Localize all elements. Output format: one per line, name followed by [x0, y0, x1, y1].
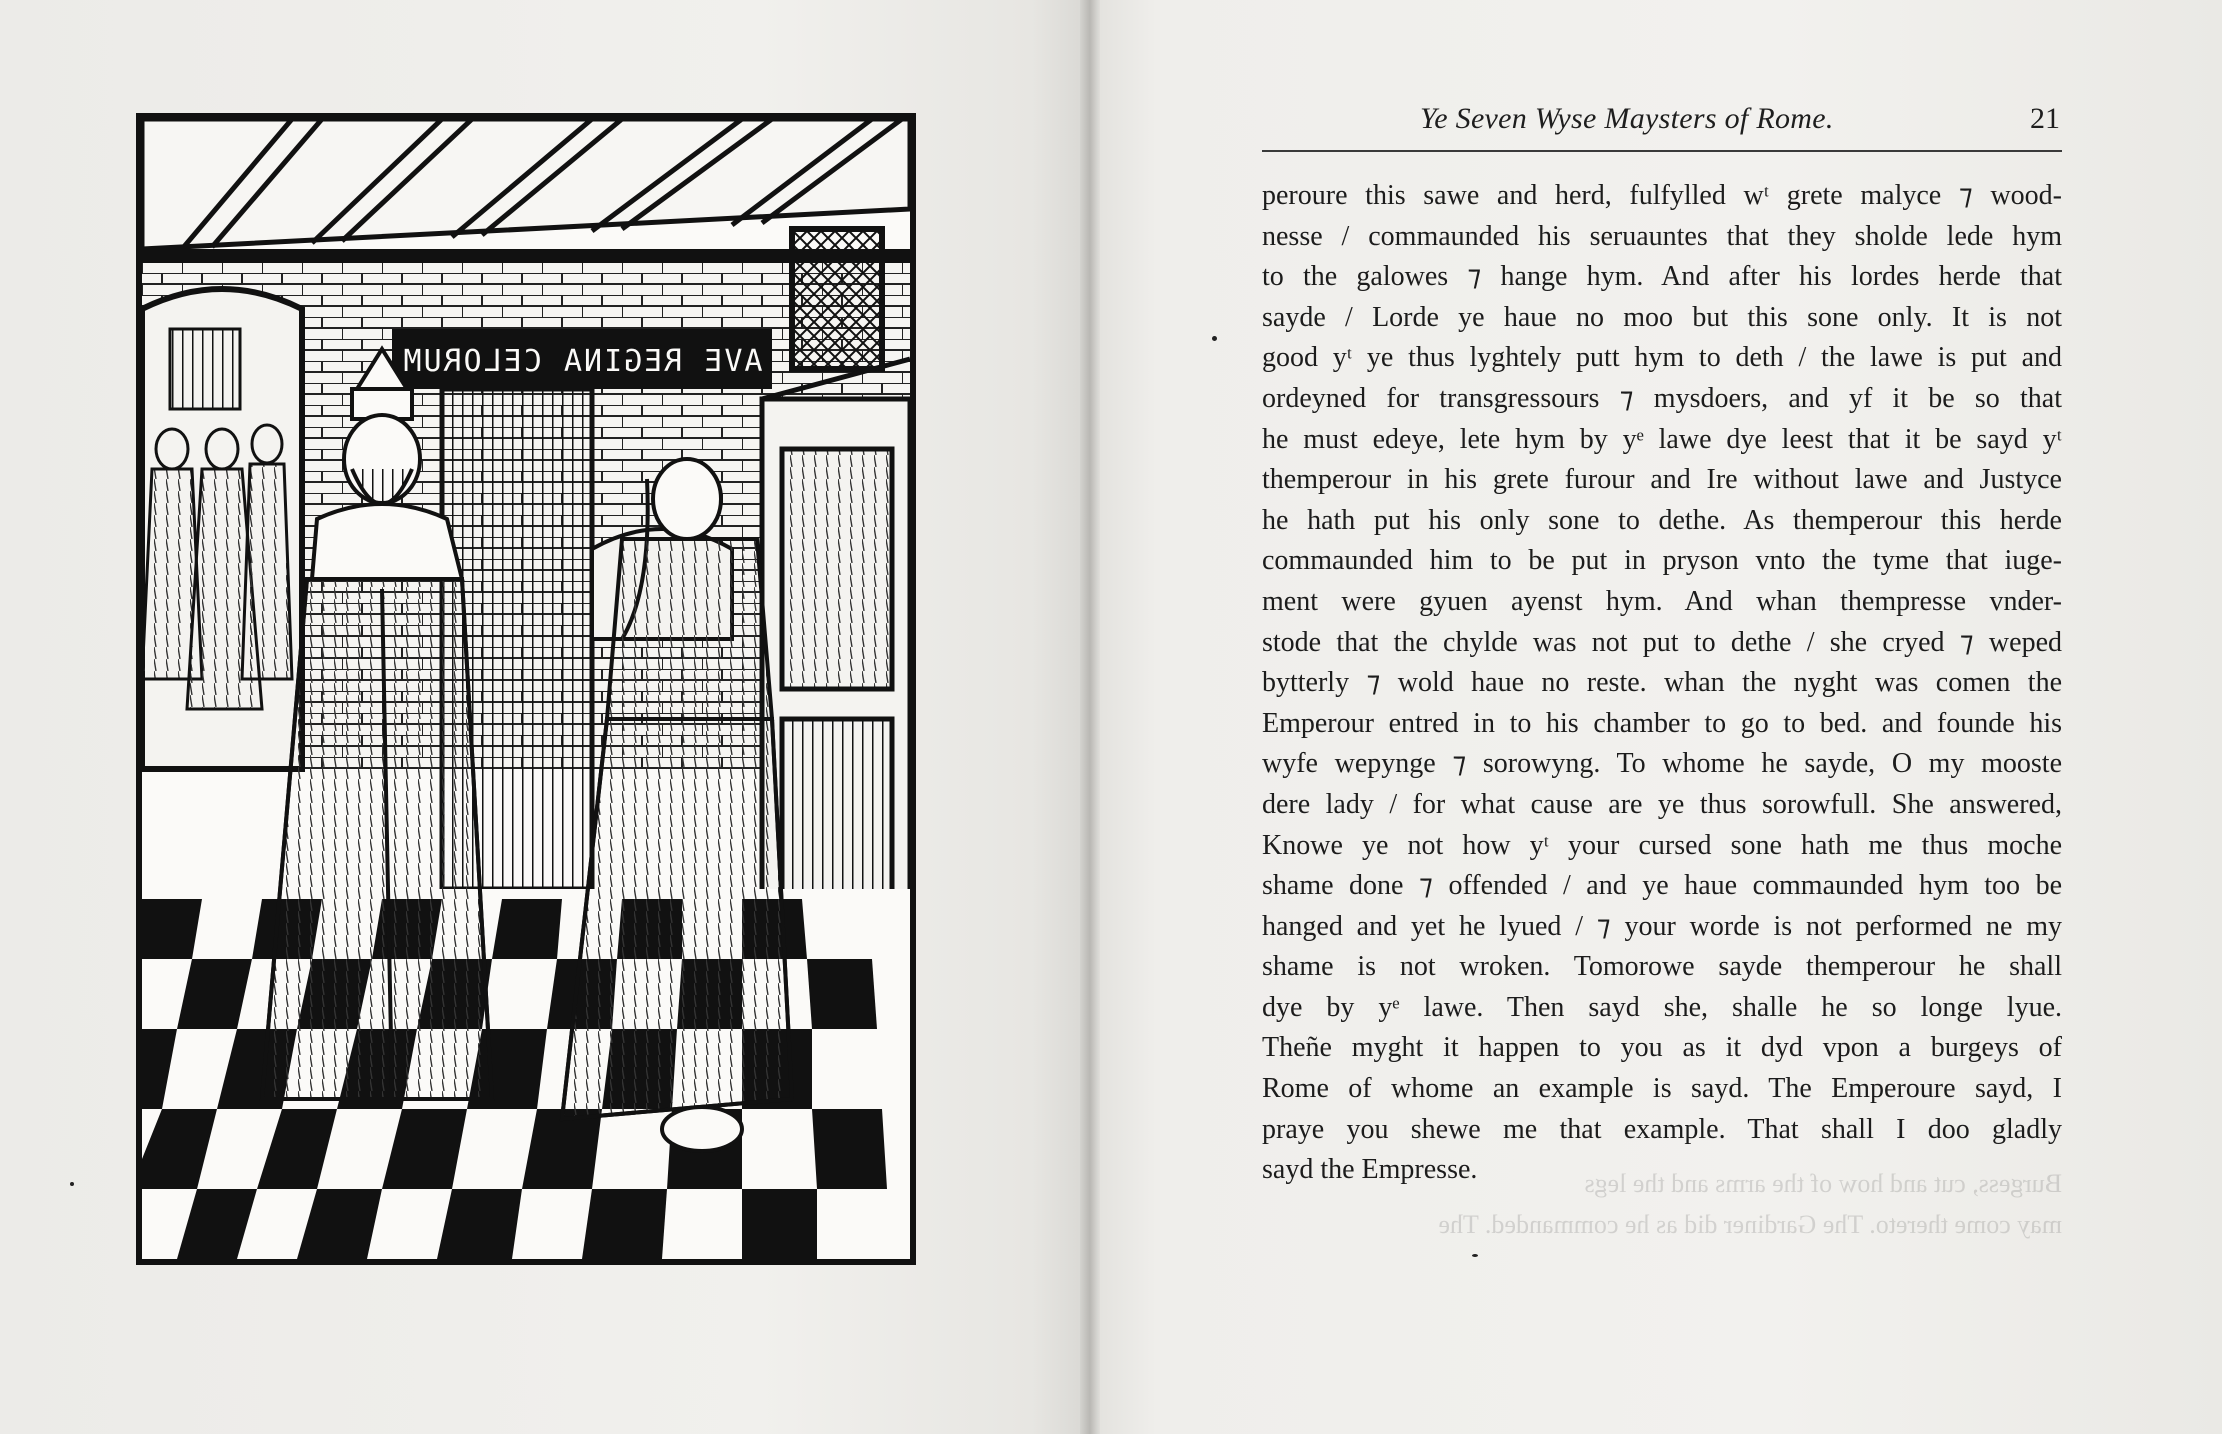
text-line: shame done ⁊ offended / and ye haue commaunded hym too be	[1262, 870, 2062, 902]
text-line: Rome of whome an example is sayd. The Emperoure sayd, I	[1262, 1073, 2062, 1105]
text-line: to the galowes ⁊ hange hym. And after his lordes herde that	[1262, 261, 2062, 293]
woodcut-illustration	[136, 113, 916, 1265]
ink-speck	[70, 1182, 74, 1186]
text-line: praye you shewe me that example. That shall I doo gladly	[1262, 1113, 2062, 1145]
text-line: sayd the Empresse.	[1262, 1154, 1478, 1186]
text-line: he hath put his only sone to dethe. As themperour this herde	[1262, 504, 2062, 536]
show-through-line: Burgess, cut and how of the arms and the legs	[1584, 1169, 2062, 1198]
running-title: Ye Seven Wyse Maysters of Rome.	[1420, 102, 1834, 135]
text-line: wyfe wepynge ⁊ sorowyng. To whome he sayde, O my mooste	[1262, 748, 2062, 780]
banner-text: AVE REGINA CELORUM	[401, 344, 763, 379]
show-through-text	[1262, 1164, 2062, 1245]
text-line: dere lady / for what cause are ye thus sorowfull. She answered,	[1262, 788, 2062, 820]
checkered-floor	[142, 889, 910, 1259]
book-gutter	[1080, 0, 1102, 1434]
text-line: Theñe myght it happen to you as it dyd vpon a burgeys of	[1262, 1032, 2062, 1064]
text-line: Emperour entred in to his chamber to go to bed. and founde his	[1262, 707, 2062, 739]
banner-scroll	[392, 329, 772, 389]
text-line: hanged and yet he lyued / ⁊ your worde is not performed ne my	[1262, 910, 2062, 942]
text-line: bytterly ⁊ wold haue no reste. whan the nyght was comen the	[1262, 667, 2062, 699]
text-line: themperour in his grete furour and Ire without lawe and Justyce	[1262, 464, 2062, 496]
body-text	[1262, 176, 2062, 1191]
lattice-window	[792, 229, 882, 369]
text-line: nesse / commaunded his seruauntes that they sholde lede hym	[1262, 220, 2062, 252]
text-line: sayde / Lorde ye haue no moo but this sone only. It is not	[1262, 301, 2062, 333]
header-rule	[1262, 150, 2062, 152]
attendant-figures	[142, 425, 292, 709]
text-line: ordeyned for transgressours ⁊ mysdoers, and yf it be so that	[1262, 382, 2062, 414]
text-line: commaunded him to be put in pryson vnto the tyme that iuge-	[1262, 545, 2062, 577]
show-through-line: may come thereto. The Gardiner did as he commanded. The	[1438, 1209, 2062, 1239]
text-line: he must edeye, lete hym by yᵉ lawe dye leest that it be sayd yᵗ	[1262, 423, 2062, 455]
text-line: Knowe ye not how yᵗ your cursed sone hath me thus moche	[1262, 829, 2062, 861]
page-number: 21	[2030, 102, 2060, 135]
running-head	[1260, 102, 2060, 146]
ink-speck	[1212, 336, 1217, 341]
text-line: dye by yᵉ lawe. Then sayd she, shalle he so longe lyue.	[1262, 991, 2062, 1023]
text-line: good yᵗ ye thus lyghtely putt hym to deth / the lawe is put and	[1262, 342, 2062, 374]
text-line: shame is not wroken. Tomorowe sayde themperour he shall	[1262, 951, 2062, 983]
text-line: ment were gyuen ayenst hym. And whan thempresse vnder-	[1262, 585, 2062, 617]
text-line: peroure this sawe and herd, fulfylled wᵗ grete malyce ⁊ wood-	[1262, 180, 2062, 211]
text-line: stode that the chylde was not put to dethe / she cryed ⁊ weped	[1262, 626, 2062, 658]
ink-speck	[1472, 1254, 1478, 1257]
